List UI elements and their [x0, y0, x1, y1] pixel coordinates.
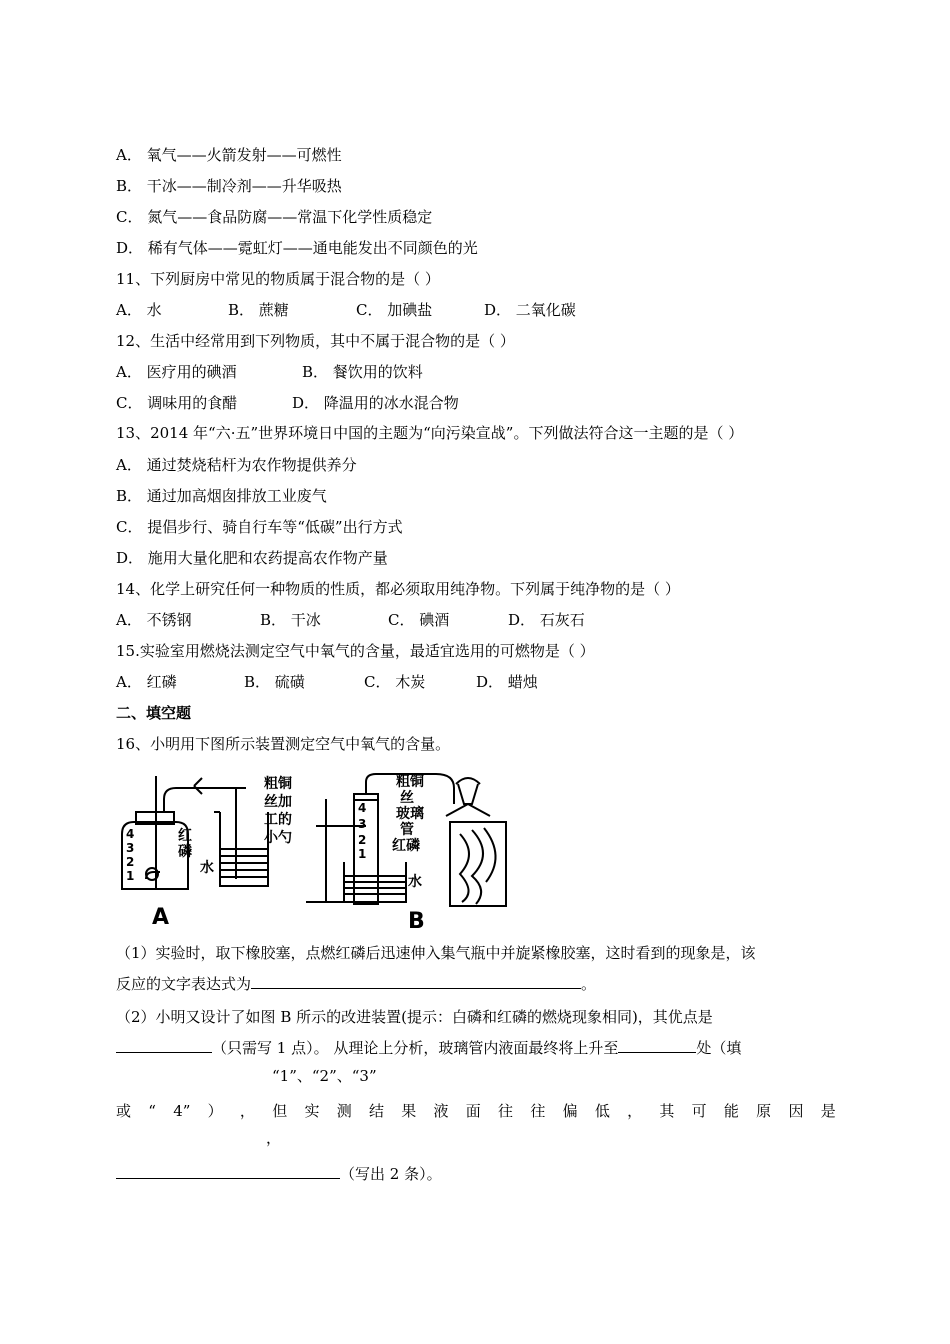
q14-option-d: D． 石灰石: [508, 611, 585, 629]
a-red-p-1: 红: [178, 828, 192, 844]
q16-part2-line4-char: 或: [116, 1102, 132, 1120]
q11-option-c: C． 加碘盐: [356, 301, 433, 319]
q16-part2-line4-char: 结: [368, 1102, 384, 1120]
a-mark-4: 4: [126, 827, 135, 841]
q15-options: [116, 667, 836, 698]
q11-option-d: D． 二氧化碳: [484, 301, 576, 319]
q16-part2-line4: [116, 1096, 836, 1127]
b-right-1: 粗铜: [396, 774, 424, 790]
a-red-p-2: 磷: [178, 844, 192, 860]
q11-option-b: B． 蔗糖: [228, 301, 289, 319]
q16-part1-end: 。: [581, 975, 597, 993]
b-left-1: 粗铜: [264, 776, 292, 792]
q13-stem: 13、2014 年“六·五”世界环境日中国的主题为“向污染宣战”。下列做法符合这一主题的是（ ）: [116, 424, 744, 442]
q16-part2-line4-char: 能: [723, 1102, 739, 1120]
q12-option-a: A． 医疗用的碘酒: [116, 363, 237, 381]
q16-part2-line1: （2）小明又设计了如图 B 所示的改进装置(提示：白磷和红磷的燃烧现象相同)，其优点是: [116, 1008, 713, 1026]
q12-options-row2: [116, 388, 836, 419]
q12-options-row1: [116, 357, 836, 388]
section-title: 二、填空题: [116, 704, 192, 722]
b-left-3: 工的: [264, 812, 292, 828]
q14-option-c: C． 碘酒: [388, 611, 450, 629]
a-mark-1: 1: [126, 869, 135, 883]
q16-part2-line4-char: 因: [788, 1102, 804, 1120]
q16-part2-line4-char: 果: [401, 1102, 417, 1120]
q14-stem: 14、化学上研究任何一种物质的性质，都必须取用纯净物。下列属于纯净物的是（ ）: [116, 580, 680, 598]
q16-advantage-blank[interactable]: [116, 1034, 212, 1053]
b-mark-4: 4: [358, 801, 367, 815]
q16-part2-line5: ，: [266, 1129, 282, 1147]
q16-part2-line4-char: ）: [207, 1102, 223, 1120]
q16-equation-blank[interactable]: [251, 970, 581, 989]
q16-part2-line4-char: ，: [239, 1102, 255, 1120]
a-mark-2: 2: [126, 855, 135, 869]
q10-option-a: A． 氧气——火箭发射——可燃性: [116, 146, 342, 164]
q16-part2-line4-char: 低: [594, 1102, 610, 1120]
q13-option-d: D． 施用大量化肥和农药提高农作物产量: [116, 549, 388, 567]
q15-option-b: B． 硫磺: [244, 673, 305, 691]
q13-option-c: C． 提倡步行、骑自行车等“低碳”出行方式: [116, 518, 403, 536]
q16-part2-line4-char: 往: [530, 1102, 546, 1120]
q16-part2-end: （写出 2 条）。: [340, 1165, 442, 1183]
q16-part2-line4-char: 可: [691, 1102, 707, 1120]
q14-options: [116, 605, 836, 636]
b-left-2: 丝加: [264, 794, 292, 810]
q10-options: [116, 140, 836, 264]
q12-option-c: C． 调味用的食醋: [116, 394, 238, 412]
q12-option-d: D． 降温用的冰水混合物: [292, 394, 459, 412]
q16-part2-line4-char: 实: [304, 1102, 320, 1120]
q16-part2-line4-char: ，: [627, 1102, 643, 1120]
q16-reasons-blank[interactable]: [116, 1160, 340, 1179]
q16-part2-text-a: （只需写 1 点）。 从理论上分析，玻璃管内液面最终将上升至: [212, 1039, 619, 1057]
apparatus-diagram: [116, 764, 516, 934]
q13-option-a: A． 通过焚烧秸杆为农作物提供养分: [116, 456, 357, 474]
b-mark-1: 1: [358, 847, 367, 861]
b-mark-3: 3: [358, 817, 367, 831]
q16-part2-line6: [116, 1159, 836, 1190]
q16-part2-line4-char: “: [148, 1102, 156, 1120]
q10-option-b: B． 干冰——制冷剂——升华吸热: [116, 177, 342, 195]
q12-stem: 12、生活中经常用到下列物质，其中不属于混合物的是（ ）: [116, 332, 515, 350]
q12-option-b: B． 餐饮用的饮料: [302, 363, 423, 381]
q14-option-a: A． 不锈钢: [116, 611, 192, 629]
q16-level-blank[interactable]: [618, 1034, 696, 1053]
q10-option-c: C． 氮气——食品防腐——常温下化学性质稳定: [116, 208, 433, 226]
q16-part2-line4-char: 偏: [562, 1102, 578, 1120]
q16-part2-line4-char: 面: [465, 1102, 481, 1120]
b-mark-2: 2: [358, 833, 367, 847]
experiment-figure: [116, 764, 836, 934]
q11-stem: 11、下列厨房中常见的物质属于混合物的是（ ）: [116, 270, 440, 288]
b-right-3: 玻璃: [396, 806, 424, 822]
q16-stem: 16、小明用下图所示装置测定空气中氧气的含量。: [116, 735, 451, 753]
a-water-label: 水: [200, 860, 214, 876]
b-left-4: 小勺: [264, 830, 292, 846]
q16-part2-line4-char: 但: [272, 1102, 288, 1120]
q16-part2-line4-char: 测: [336, 1102, 352, 1120]
b-right-2: 丝: [400, 790, 414, 806]
q10-option-d: D． 稀有气体——霓虹灯——通电能发出不同颜色的光: [116, 239, 478, 257]
q15-option-c: C． 木炭: [364, 673, 426, 691]
q13-option-b: B． 通过加高烟囱排放工业废气: [116, 487, 327, 505]
a-mark-3: 3: [126, 841, 135, 855]
q16-part1-prefix: 反应的文字表达式为: [116, 975, 252, 993]
q11-options: [116, 295, 836, 326]
b-right-4: 管: [400, 822, 414, 838]
q14-option-b: B． 干冰: [260, 611, 321, 629]
q15-option-a: A． 红磷: [116, 673, 177, 691]
b-red-p: 红磷: [392, 838, 420, 854]
q16-part1-line2: [116, 969, 836, 1000]
q15-stem: 15.实验室用燃烧法测定空气中氧气的含量，最适宜选用的可燃物是（ ）: [116, 642, 595, 660]
figure-label-b: B: [408, 909, 425, 934]
q16-part2-line4-char: 原: [756, 1102, 772, 1120]
q16-part2-line4-char: 往: [498, 1102, 514, 1120]
q16-part2-line4-char: 液: [433, 1102, 449, 1120]
q16-part2-line4-char: 是: [820, 1102, 836, 1120]
q11-option-a: A． 水: [116, 301, 162, 319]
b-water-label: 水: [408, 874, 422, 890]
q16-part2-line4-char: 其: [659, 1102, 675, 1120]
document-page: [116, 140, 836, 1190]
q16-part2-line4-char: 4”: [173, 1102, 191, 1120]
figure-label-a: A: [152, 905, 170, 930]
q16-part2-line2: [116, 1033, 836, 1064]
q16-part1-line1: （1）实验时，取下橡胶塞，点燃红磷后迅速伸入集气瓶中并旋紧橡胶塞，这时看到的现象是，该: [116, 944, 756, 962]
q16-part2-text-b: 处（填: [696, 1039, 742, 1057]
q15-option-d: D． 蜡烛: [476, 673, 538, 691]
q16-part2-line3: “1”、“2”、“3”: [272, 1067, 377, 1085]
